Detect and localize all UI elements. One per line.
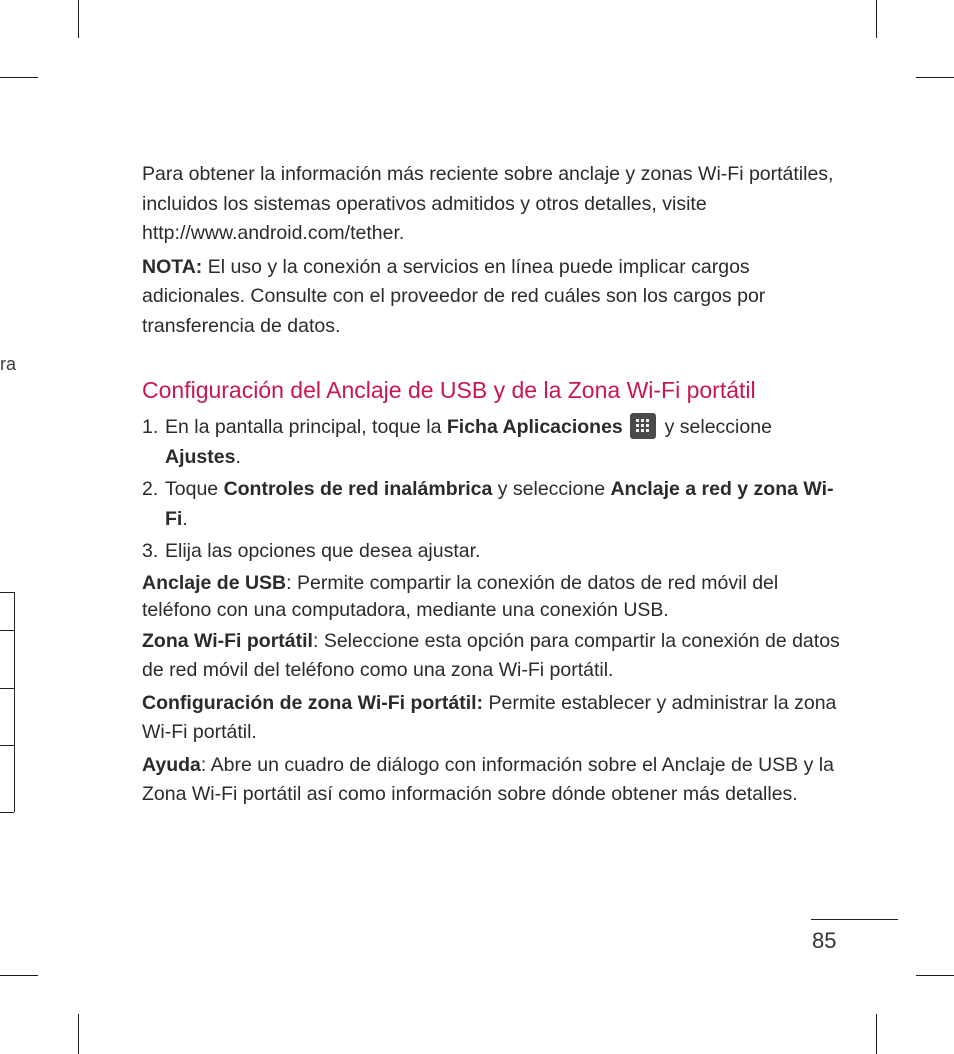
crop-mark: [876, 0, 877, 38]
page-number: 85: [812, 928, 837, 953]
crop-mark: [0, 77, 38, 78]
term-paragraph: [142, 689, 842, 748]
term-text: Permite establecer y administrar la zona Wi-Fi portátil.: [142, 691, 837, 743]
step-text: Toque: [165, 478, 224, 500]
term-label: Anclaje de USB: [142, 571, 287, 594]
crop-mark: [78, 1014, 79, 1054]
step-bold: Controles de red inalámbrica: [223, 478, 493, 500]
note-text: El uso y la conexión a servicios en línea puede implicar cargos adicionales. Consulte con el proveedor de red cuáles son los cargos por transferencia de datos.: [142, 255, 766, 337]
section-heading: Configuración del Anclaje de USB y de la Zona Wi-Fi portátil: [142, 377, 756, 403]
adjacent-page-fragment: ra: [0, 354, 17, 374]
term-text: Abre un cuadro de diálogo con información sobre el Anclaje de USB y la Zona Wi-Fi portátil así como información sobre dónde obtener más detalles.: [142, 753, 834, 805]
term-separator: :: [286, 571, 297, 594]
step-number: 1.: [142, 416, 159, 438]
step-text: .: [235, 445, 241, 468]
step-text: y seleccione: [659, 416, 772, 438]
crop-mark: [876, 1014, 877, 1054]
term-label: Zona Wi-Fi portátil: [142, 629, 313, 652]
note-label: NOTA:: [142, 255, 203, 278]
apps-grid-icon: [630, 413, 656, 439]
step-number: 2.: [142, 478, 159, 500]
adjacent-page-line: [0, 630, 14, 631]
page-number-rule: [811, 919, 898, 920]
crop-mark: [916, 77, 954, 78]
adjacent-page-line: [0, 812, 14, 813]
step-number: 3.: [142, 540, 159, 562]
step-item: [142, 475, 842, 534]
term-paragraph: [142, 570, 842, 624]
term-text: Permite compartir la conexión de datos de red móvil del teléfono con una computadora, mediante una conexión USB.: [142, 571, 779, 621]
step-item: [142, 413, 842, 472]
page-content: [142, 160, 842, 810]
step-bold: Ajustes: [165, 445, 236, 468]
crop-mark: [916, 975, 954, 976]
step-item: [142, 537, 842, 567]
note-paragraph: [142, 253, 842, 342]
step-text: En la pantalla principal, toque la: [165, 416, 447, 438]
step-bold: Ficha Aplicaciones: [446, 416, 623, 438]
adjacent-page-line: [0, 745, 14, 746]
term-separator: :: [200, 753, 211, 776]
term-text: Seleccione esta opción para compartir la conexión de datos de red móvil del teléfono como una zona Wi-Fi portátil.: [142, 629, 840, 681]
step-text: .: [182, 507, 188, 530]
term-label: Configuración de zona Wi-Fi portátil:: [142, 691, 484, 714]
adjacent-page-line: [0, 688, 14, 689]
step-text: Elija las opciones que desea ajustar.: [165, 540, 481, 562]
term-paragraph: [142, 751, 842, 810]
intro-paragraph: Para obtener la información más reciente sobre anclaje y zonas Wi-Fi portátiles, incluidos los sistemas operativos admitidos y otros detalles, visite http://www.android.com/tether.: [142, 163, 834, 244]
crop-mark: [0, 975, 38, 976]
adjacent-page-line: [0, 592, 14, 593]
term-label: Ayuda: [142, 753, 201, 776]
term-separator: :: [312, 629, 324, 652]
step-bold: Anclaje a red y zona Wi-Fi: [165, 478, 834, 530]
adjacent-page-box: [0, 592, 15, 812]
crop-mark: [78, 0, 79, 38]
term-paragraph: [142, 627, 842, 686]
step-text: y seleccione: [492, 478, 611, 500]
steps-list: [142, 413, 842, 567]
